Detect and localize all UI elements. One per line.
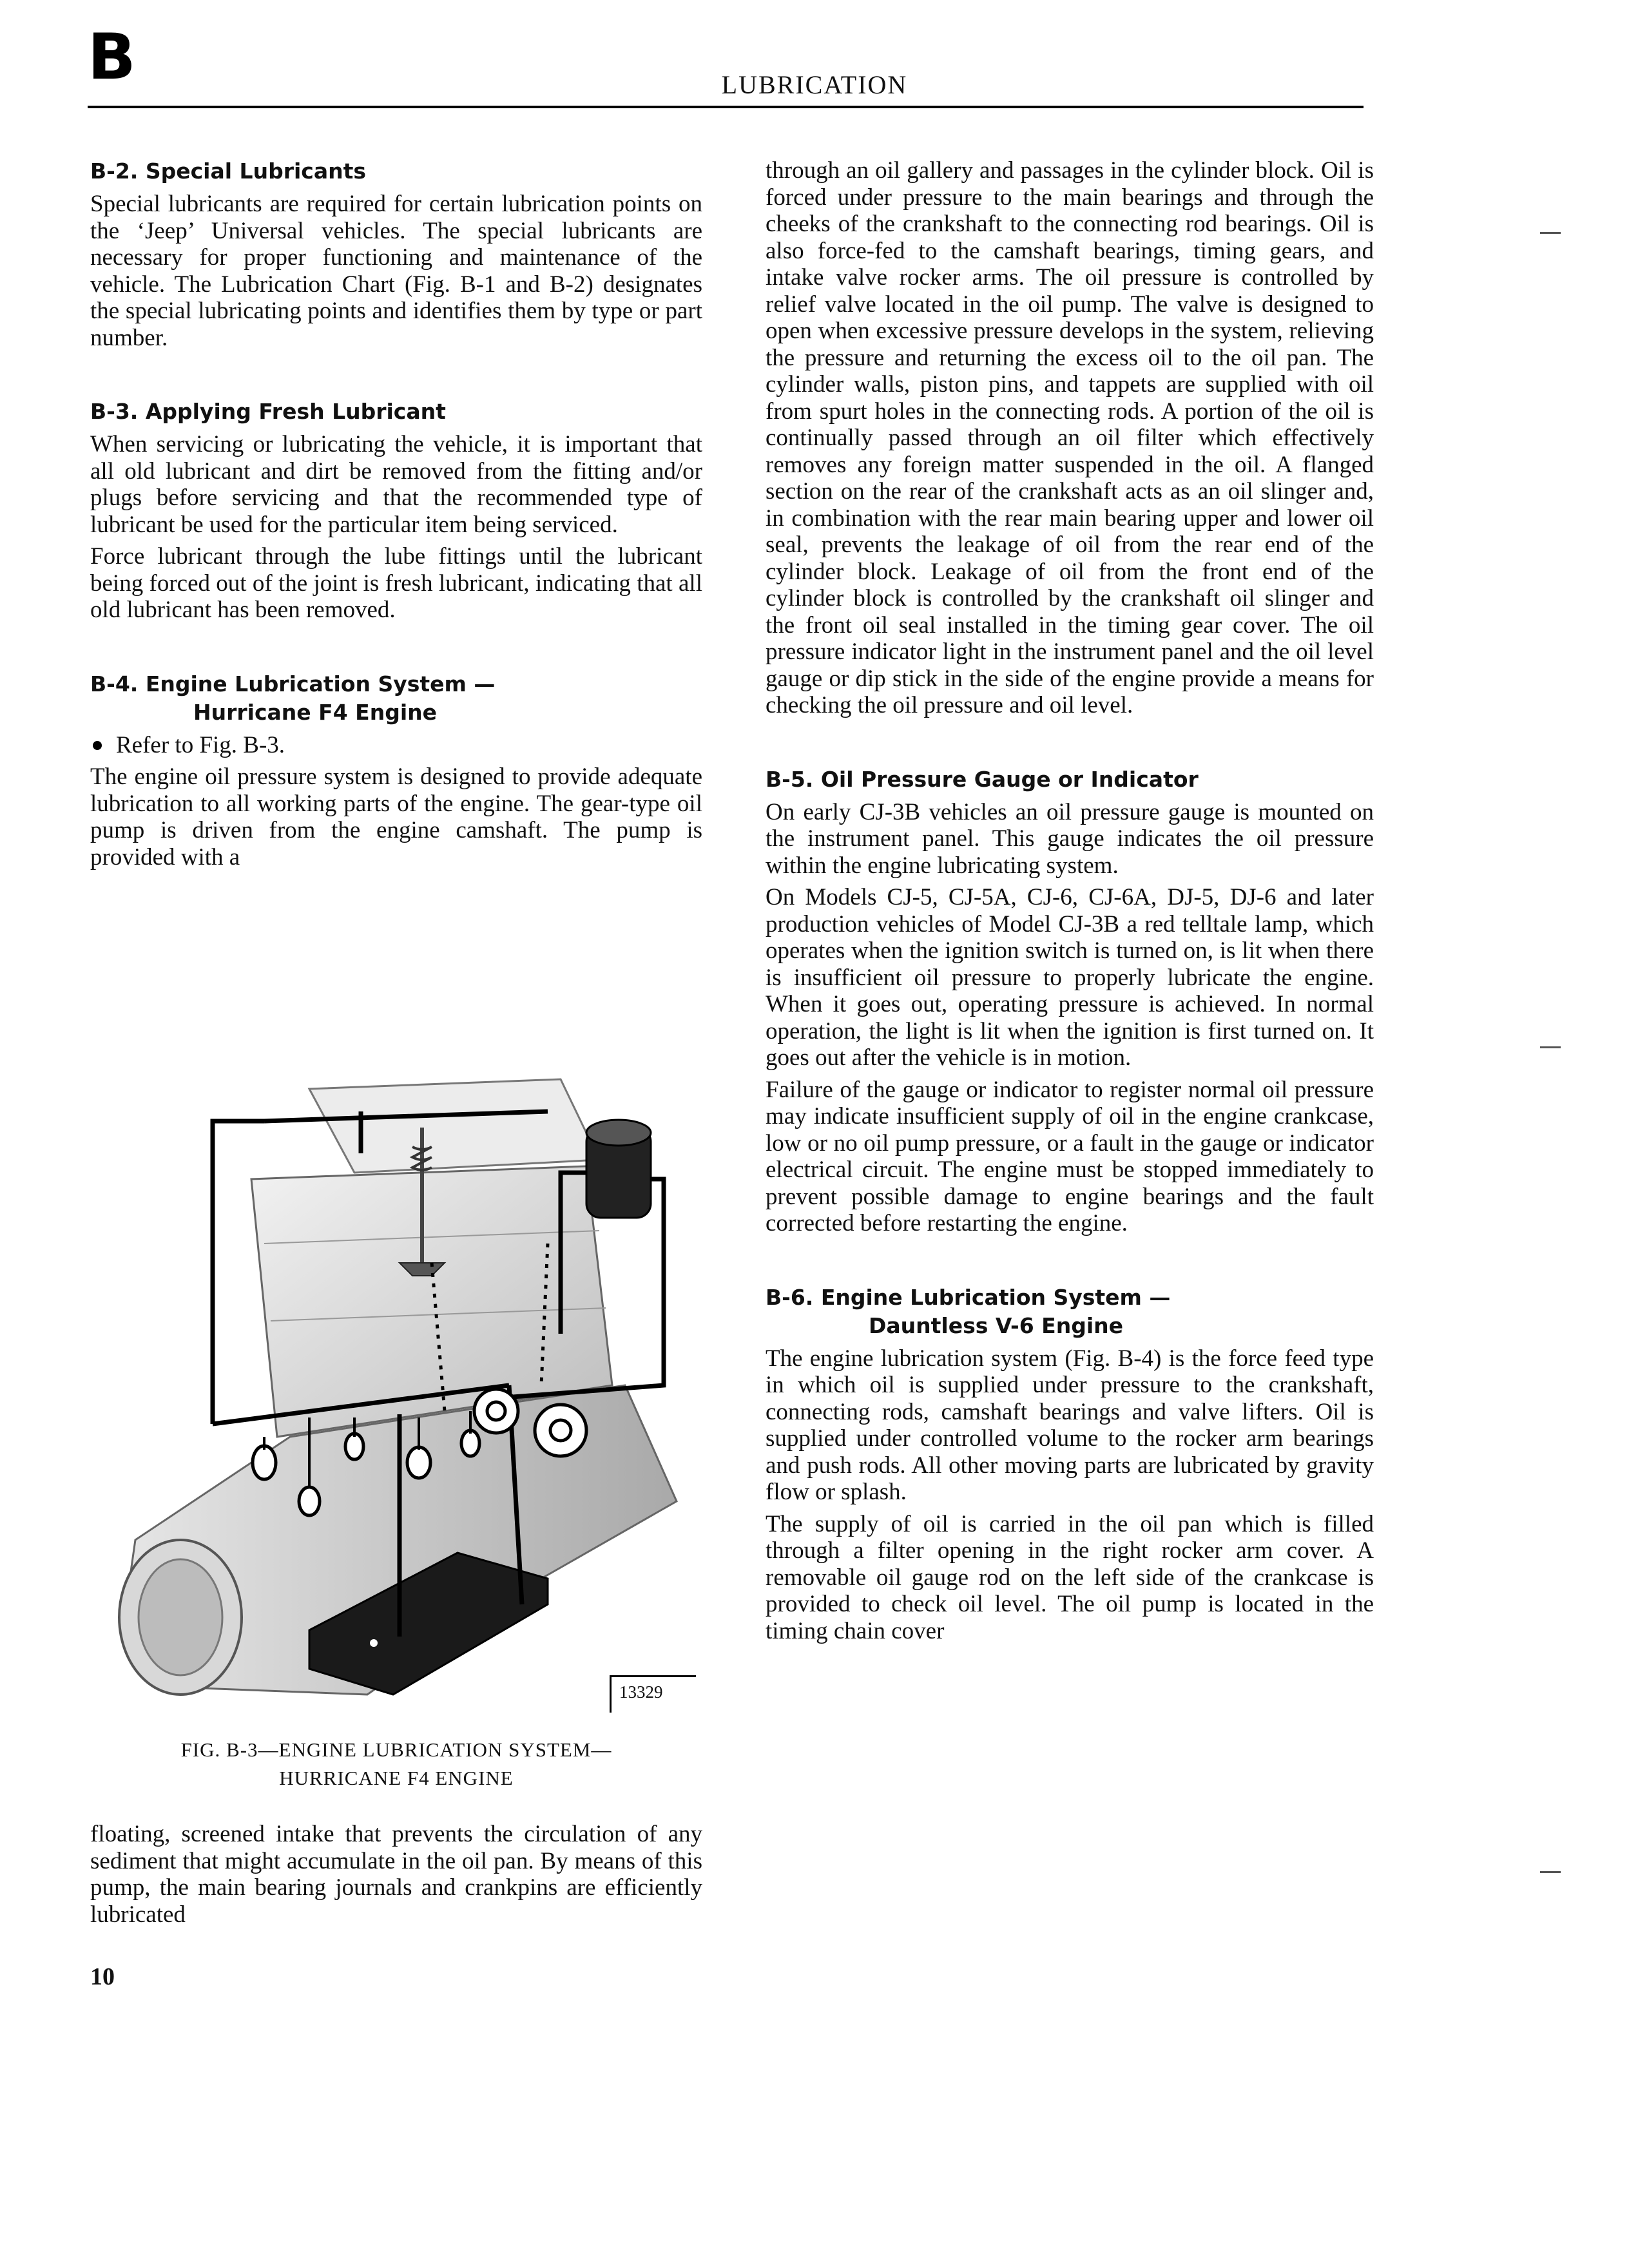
figure-number: 13329 [619,1682,663,1702]
header-rule [88,106,1364,108]
bullet-item [90,732,702,759]
paragraph-b6-1: The engine lubrication system (Fig. B-4) is the force feed type in which oil is supplied under pressure to the crankshaft, connecting rods, camshaft bearings and valve lifters. Oil is supplied under controlled volume to the rocker arm bearings and push rods. All other moving parts are lubricated by gravity flow or splash. [766,1345,1374,1505]
paragraph-b4-continued: floating, screened intake that prevents the circulation of any sediment that might accumulate in the oil pan. By means of this pump, the main bearing journals and crankpins are efficiently lubricated [90,1821,702,1928]
paragraph-b5-2: On Models CJ-5, CJ-5A, CJ-6, CJ-6A, DJ-5, DJ-6 and later production vehicles of Model CJ-3B a red telltale lamp, which operates when the ignition switch is turned on, is lit when there is insufficient oil pressure to properly lubricate the engine. When it goes out, operating pressure is achieved. In normal operation, the light is lit when the ignition is first turned on. It goes out after the vehicle is in motion. [766,884,1374,1071]
figure-caption-line1: FIG. B-3—ENGINE LUBRICATION SYSTEM— [180,1738,612,1761]
margin-tick [1540,1871,1561,1873]
running-title: LUBRICATION [721,70,908,99]
figure-caption [90,1736,702,1792]
paragraph-b5-1: On early CJ-3B vehicles an oil pressure gauge is mounted on the instrument panel. This gauge indicates the oil pressure within the engine lubricating system. [766,798,1374,879]
paragraph-b3-1: When servicing or lubricating the vehicle, it is important that all old lubricant and dirt be removed from the fitting and/or plugs before servicing and that the recommended type of lubricant be used for the particular item being serviced. [90,431,702,538]
page-number: 10 [90,1963,115,1990]
paragraph-b3-2: Force lubricant through the lube fittings until the lubricant being forced out of the joint is fresh lubricant, indicating that all old lubricant has been removed. [90,543,702,623]
paragraph-b5-3: Failure of the gauge or indicator to register normal oil pressure may indicate insufficient supply of oil in the engine crankcase, low or no oil pump pressure, or a fault in the gauge or indicator electrical circuit. The engine must be stopped immediately to prevent possible damage to engine bearings and the fault corrected before restarting the engine. [766,1076,1374,1236]
figure-caption-line2: HURRICANE F4 ENGINE [279,1767,514,1789]
section-heading-b2: B-2. Special Lubricants [90,159,367,184]
bullet-text: Refer to Fig. B-3. [116,731,285,758]
figure-number-box [610,1675,696,1713]
left-column-top [90,157,702,870]
left-column-bottom [90,1821,702,1928]
section-heading-b5: B-5. Oil Pressure Gauge or Indicator [766,766,1199,792]
section-heading-b3: B-3. Applying Fresh Lubricant [90,399,446,424]
section-heading-b4: B-4. Engine Lubrication System — [90,671,496,697]
engine-illustration [97,1050,696,1727]
paragraph-b6-2: The supply of oil is carried in the oil pan which is filled through a filter opening in the right rocker arm cover. A removable oil gauge rod on the left side of the crankcase is provided to check oil level. The oil pump is located in the timing chain cover [766,1510,1374,1644]
paragraph-b4-right: through an oil gallery and passages in the cylinder block. Oil is forced under pressure to the main bearings and through the cheeks of the crankshaft to the connecting rod bearings. Oil is also force-fed to the camshaft bearings, timing gears, and intake valve rocker arms. The oil pressure is controlled by relief valve located in the oil pump. The valve is designed to open when excessive pressure develops in the system, relieving the pressure and returning the excess oil to the oil pan. The cylinder walls, piston pins, and tappets are supplied with oil from spurt holes in the connecting rods. A portion of the oil is continually passed through an oil filter which effectively removes any foreign matter suspended in the oil. A flanged section on the rear of the crankshaft acts as an oil slinger and, in combination with the rear main bearing upper and lower oil seal, prevents the leakage of oil from the rear end of the cylinder block. Leakage of oil from the front end of the cylinder block is controlled by the crankshaft oil slinger and the front oil seal installed in the timing gear cover. The oil pressure indicator light in the instrument panel and the oil level gauge or dip stick in the side of the engine provide a means for checking the oil pressure and oil level. [766,157,1374,718]
engine-lubrication-figure [97,1050,696,1727]
paragraph-b2: Special lubricants are required for certain lubrication points on the ‘Jeep’ Universal vehicles. The special lubricants are necessary for proper functioning and maintenance of the vehicle. The Lubrication Chart (Fig. B-1 and B-2) designates the special lubricating points and identifies them by type or part number. [90,191,702,351]
section-subheading-b4: Hurricane F4 Engine [193,699,438,725]
bullet-dot-icon [93,741,102,750]
section-heading-b6: B-6. Engine Lubrication System — [766,1284,1171,1310]
section-subheading-b6: Dauntless V-6 Engine [869,1312,1124,1338]
section-letter: B [88,21,136,94]
margin-tick [1540,1046,1561,1048]
margin-tick [1540,232,1561,234]
right-column [766,157,1374,1644]
paragraph-b4: The engine oil pressure system is designed to provide adequate lubrication to all working parts of the engine. The gear-type oil pump is driven from the engine camshaft. The pump is provided with a [90,764,702,870]
